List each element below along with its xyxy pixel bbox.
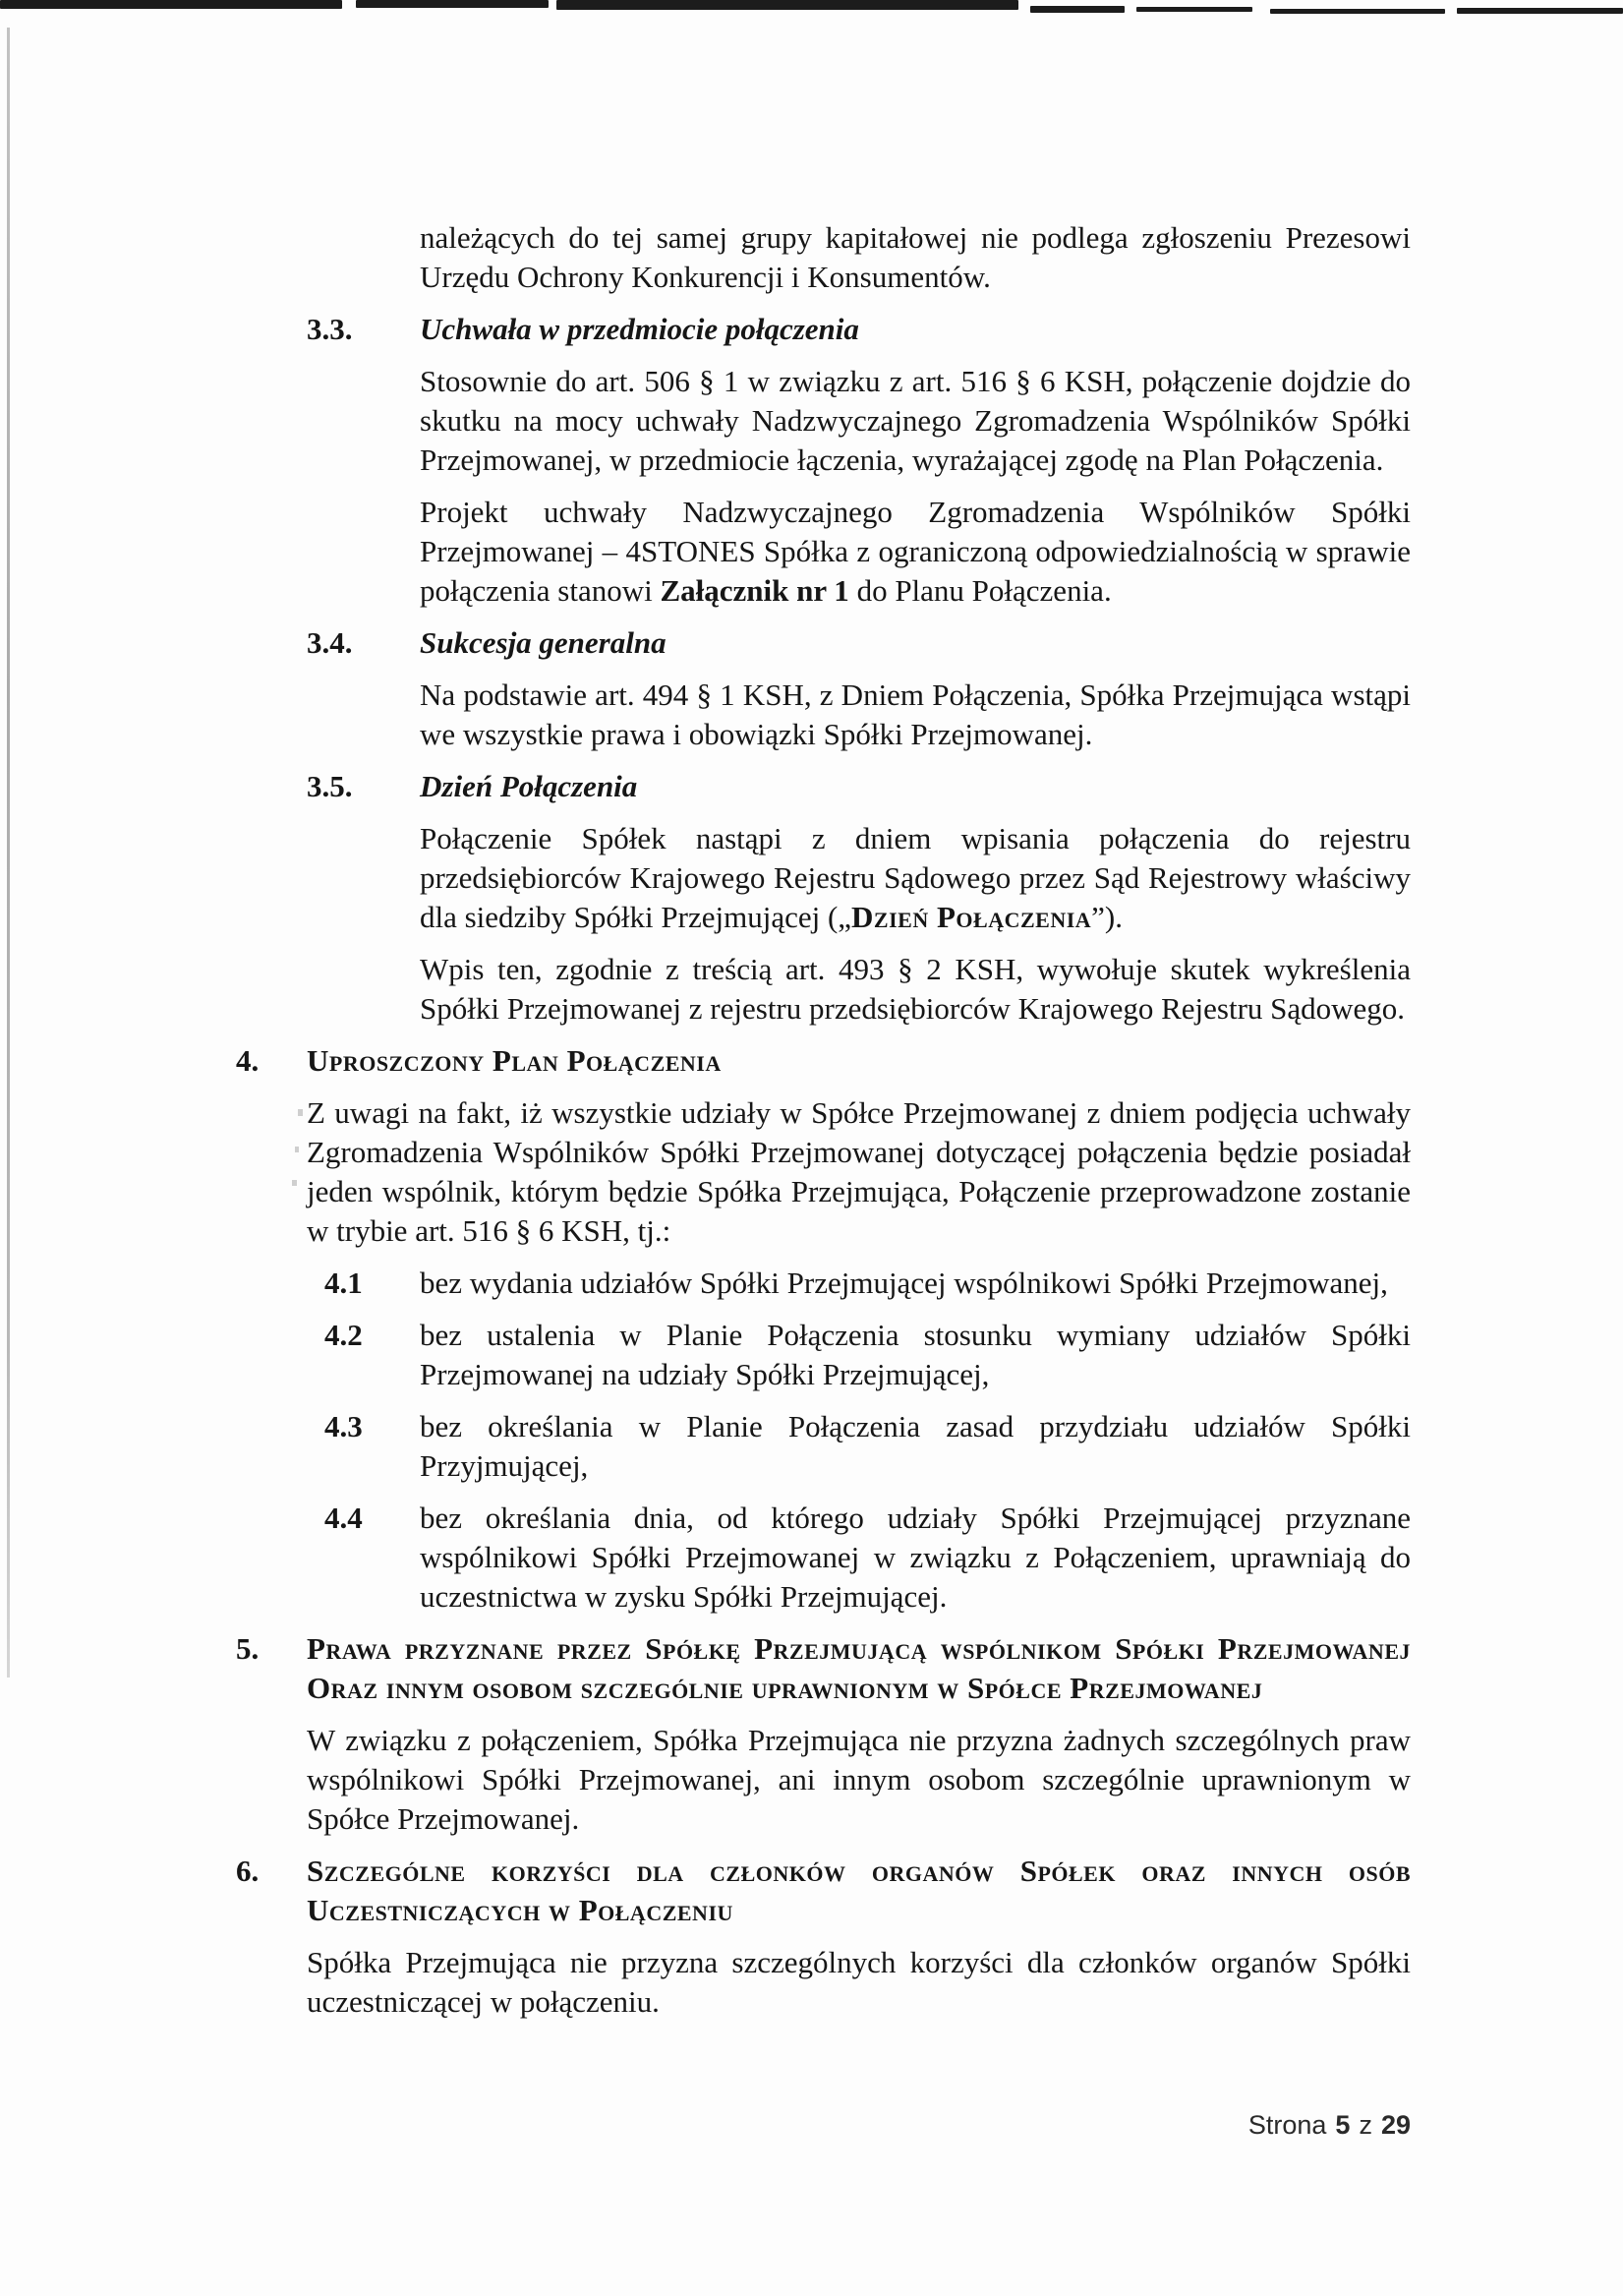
list-item-4-3 [0, 1407, 1623, 1486]
scan-artifact-segment [1270, 9, 1445, 14]
section-3-5-paragraph-2: Wpis ten, zgodnie z treścią art. 493 § 2 KSH, wywołuje skutek wykreślenia Spółki Przejmowanej z rejestru przedsiębiorców Krajowego Rejestru Sądowego. [420, 952, 1411, 1026]
paragraph-text: Projekt uchwały Nadzwyczajnego Zgromadzenia Wspólników Spółki Przejmowanej – 4STONES Spółka z ograniczoną odpowiedzialnością w sprawie połączenia stanowi [420, 495, 1411, 608]
section-3-3-paragraph-2 [420, 493, 1411, 611]
attachment-reference-bold: Załącznik nr 1 [660, 573, 849, 608]
scan-artifact-segment [1030, 6, 1125, 13]
scan-artifact-segment [0, 0, 342, 9]
scan-artifact-segment [556, 0, 1018, 10]
list-item-number: 4.1 [324, 1266, 363, 1300]
list-item-number: 4.3 [324, 1409, 363, 1443]
list-item-text: bez wydania udziałów Spółki Przejmującej wspólnikowi Spółki Przejmowanej, [420, 1266, 1388, 1300]
footer-label: Strona [1247, 2110, 1327, 2140]
section-6-title-line-1: Szczególne korzyści dla członków organów Spółek oraz innych osób [307, 1854, 1411, 1888]
section-5-title [307, 1629, 1411, 1708]
section-5-number: 5. [236, 1631, 260, 1666]
section-5-title-line-2: Oraz innym osobom szczególnie uprawnionym w Spółce Przejmowanej [307, 1671, 1263, 1705]
section-3-4-title: Sukcesja generalna [420, 625, 667, 660]
list-item-4-4 [0, 1499, 1623, 1617]
section-3-3-heading-row [0, 310, 1623, 349]
list-item-text: bez określania w Planie Połączenia zasad przydziału udziałów Spółki Przyjmującej, [420, 1409, 1411, 1483]
section-6-title [307, 1852, 1411, 1930]
defined-term-merger-day: Dzień Połączenia [851, 900, 1092, 934]
list-item-text: bez ustalenia w Planie Połączenia stosunku wymiany udziałów Spółki Przejmowanej na udziały Spółki Przejmującej, [420, 1318, 1411, 1391]
section-5-title-line-1: Prawa przyznane przez Spółkę Przejmującą wspólnikom Spółki Przejmowanej [307, 1631, 1411, 1666]
scan-artifact-top-edge [0, 0, 1623, 20]
page-footer [1248, 2110, 1411, 2141]
scan-artifact-segment [1136, 7, 1252, 12]
scan-artifact-segment [356, 0, 549, 8]
document-body [0, 218, 1623, 2034]
intro-paragraph: należących do tej samej grupy kapitałowej nie podlega zgłoszeniu Prezesowi Urzędu Ochrony Konkurencji i Konsumentów. [420, 220, 1411, 294]
section-3-5-number: 3.5. [307, 769, 353, 803]
paragraph-text: do Planu Połączenia. [848, 573, 1112, 608]
section-4-heading-row [0, 1041, 1623, 1081]
section-4-number: 4. [236, 1043, 260, 1078]
section-3-3-number: 3.3. [307, 312, 353, 346]
section-4-paragraph-1: Z uwagi na fakt, iż wszystkie udziały w Spółce Przejmowanej z dniem podjęcia uchwały Zgromadzenia Wspólników Spółki Przejmowanej dotyczącej połączenia będzie posiadał jeden wspólnik, którym będzie Spółka Przejmująca, Połączenie przeprowadzone zostanie w trybie art. 516 § 6 KSH, tj.: [307, 1095, 1411, 1248]
list-item-4-2 [0, 1316, 1623, 1394]
section-3-5-paragraph-1 [420, 819, 1411, 937]
scan-artifact-segment [1457, 8, 1623, 14]
section-3-4-heading-row [0, 623, 1623, 663]
section-6-paragraph-1: Spółka Przejmująca nie przyzna szczególnych korzyści dla członków organów Spółki uczestniczącej w połączeniu. [307, 1945, 1411, 2019]
footer-total-pages: 29 [1380, 2110, 1411, 2140]
section-4-title: Uproszczony Plan Połączenia [307, 1043, 722, 1078]
paragraph-text: Połączenie Spółek nastąpi z dniem wpisania połączenia do rejestru przedsiębiorców Krajowego Rejestru Sądowego przez Sąd Rejestrowy właściwy dla siedziby Spółki Przejmującej („ [420, 821, 1411, 934]
section-6-heading-row [0, 1852, 1623, 1930]
paragraph-text: ”). [1091, 900, 1124, 934]
section-6-title-line-2: Uczestniczących w Połączeniu [307, 1893, 733, 1927]
section-3-4-number: 3.4. [307, 625, 353, 660]
list-item-text: bez określania dnia, od którego udziały Spółki Przejmującej przyznane wspólnikowi Spółki Przejmowanej w związku z Połączeniem, uprawniają do uczestnictwa w zysku Spółki Przejmującej. [420, 1501, 1411, 1614]
footer-page-number: 5 [1335, 2110, 1351, 2140]
section-5-heading-row [0, 1629, 1623, 1708]
list-item-number: 4.2 [324, 1318, 363, 1352]
section-3-5-heading-row [0, 767, 1623, 806]
section-5-paragraph-1: W związku z połączeniem, Spółka Przejmująca nie przyzna żadnych szczególnych praw wspólnikowi Spółki Przejmowanej, ani innym osobom szczególnie uprawnionym w Spółce Przejmowanej. [307, 1723, 1411, 1836]
footer-of-label: z [1359, 2110, 1372, 2140]
section-6-number: 6. [236, 1854, 260, 1888]
section-3-3-paragraph-1: Stosownie do art. 506 § 1 w związku z art. 516 § 6 KSH, połączenie dojdzie do skutku na mocy uchwały Nadzwyczajnego Zgromadzenia Wspólników Spółki Przejmowanej, w przedmiocie łączenia, wyrażającej zgodę na Plan Połączenia. [420, 364, 1411, 477]
list-item-number: 4.4 [324, 1501, 363, 1535]
section-3-4-paragraph-1: Na podstawie art. 494 § 1 KSH, z Dniem Połączenia, Spółka Przejmująca wstąpi we wszystkie prawa i obowiązki Spółki Przejmowanej. [420, 677, 1411, 751]
section-3-5-title: Dzień Połączenia [420, 769, 638, 803]
list-item-4-1 [0, 1264, 1623, 1303]
section-3-3-title: Uchwała w przedmiocie połączenia [420, 312, 859, 346]
